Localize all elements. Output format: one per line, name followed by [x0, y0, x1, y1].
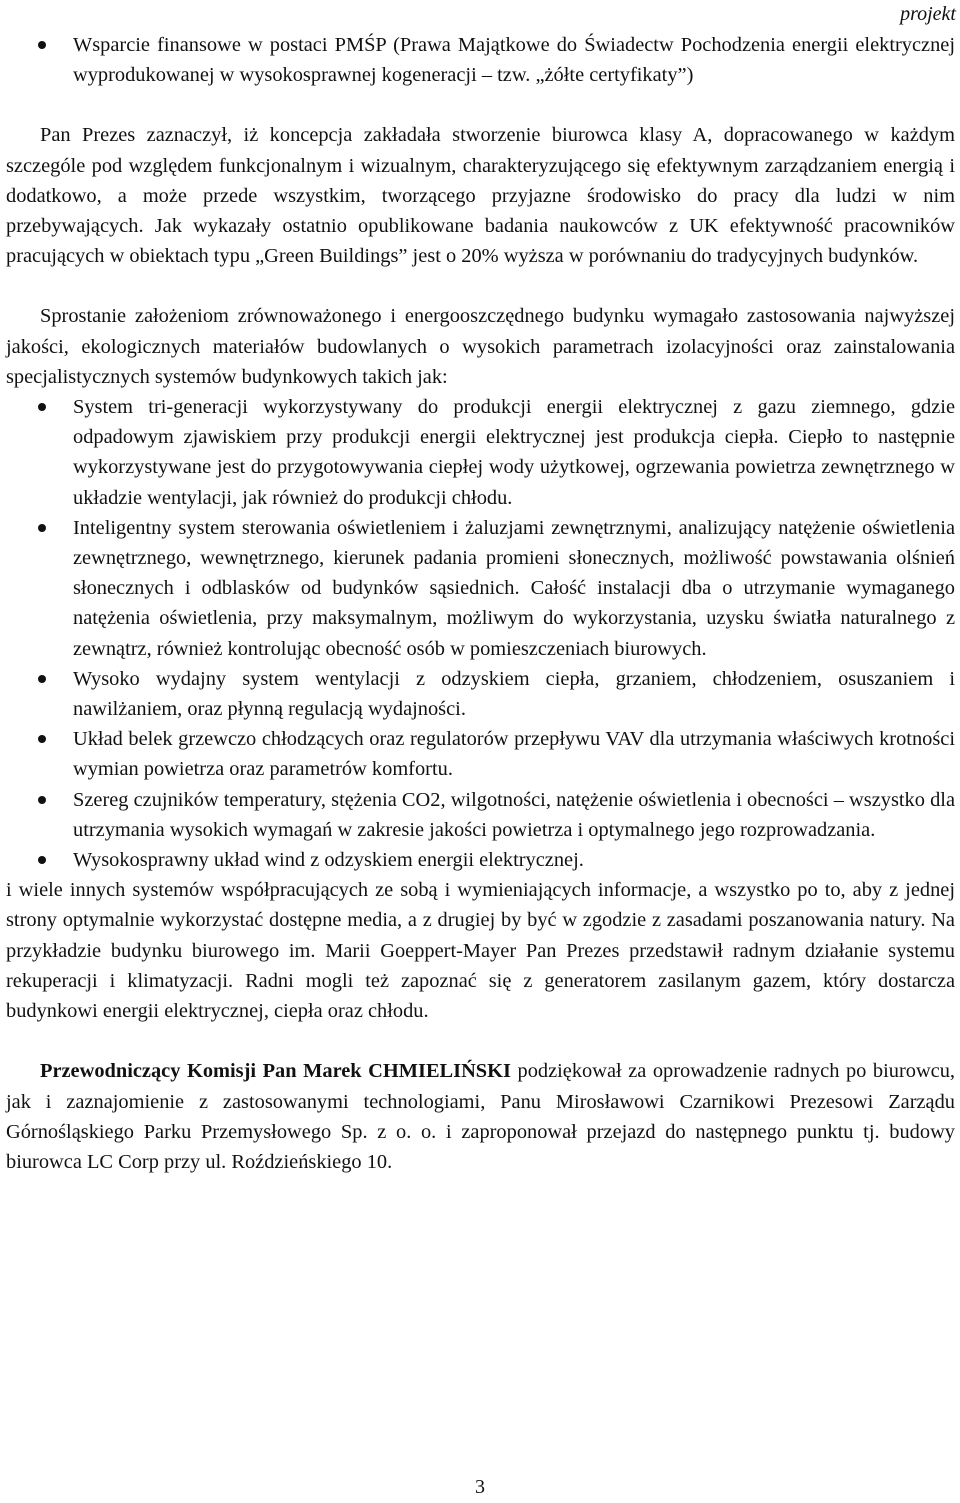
paragraph-other-systems: i wiele innych systemów współpracujących ze sobą i wymieniających informacje, a wszystko po to, aby z jednej strony optymalnie wykorzystać dostępne media, a z drugiej by być w zgodzie z zasadami poszanowania natury. Na przykładzie budynku biurowego im. Marii Goeppert-Mayer Pan Prezes przedstawił radnym działanie systemu rekuperacji i klimatyzacji. Radni mogli też zapoznać się z generatorem zasilanym gazem, który dostarcza budynkowi energii elektrycznej, ciepła oraz chłodu. — [6, 879, 955, 1023]
bullet-icon — [38, 856, 46, 864]
top-bullet-list — [6, 30, 955, 90]
chairman-text: podziękował za oprowadzenie radnych po biurowcu, jak i zaznajomienie z zastosowanymi technologiami, Panu Mirosławowi Czarnikowi Prezesowi Zarządu Górnośląskiego Parku Przemysłowego Sp. z o. o. i zaproponował przejazd do następnego punktu tj. budowy biurowca LC Corp przy ul. Roździeńskiego 10. — [6, 1060, 956, 1173]
list-item: Wsparcie finansowe w postaci PMŚP (Prawa Majątkowe do Świadectw Pochodzenia energii elektrycznej wyprodukowanej w wysokosprawnej kogeneracji – tzw. „żółte certyfikaty”) — [6, 30, 955, 90]
bullet-icon — [38, 524, 46, 532]
systems-bullet-list — [6, 392, 955, 875]
bullet-icon — [38, 41, 46, 49]
document-body — [6, 0, 955, 1177]
draft-label: projekt — [900, 3, 956, 25]
bullet-icon — [38, 403, 46, 411]
paragraph-intro: Pan Prezes zaznaczył, iż koncepcja zakładała stworzenie biurowca klasy A, dopracowanego w każdym szczególe pod względem funkcjonalnym i wizualnym, charakteryzującego się efektywnym zarządzaniem energią i dodatkowo, a może przede wszystkim, tworzącego przyjazne środowisko do pracy dla ludzi w nim przebywających. Jak wykazały ostatnio opublikowane badania naukowców z UK efektywność pracowników pracujących w obiektach typu „Green Buildings” jest o 20% wyższa w porównaniu do tradycyjnych budynków. — [6, 124, 955, 268]
bullet-icon — [38, 675, 46, 683]
paragraph-requirements: Sprostanie założeniom zrównoważonego i energooszczędnego budynku wymagało zastosowania najwyższej jakości, ekologicznych materiałów budowlanych o wysokich parametrach izolacyjności oraz zainstalowania specjalistycznych systemów budynkowych takich jak: — [6, 305, 955, 388]
list-item: Wysokosprawny układ wind z odzyskiem energii elektrycznej. — [6, 845, 955, 875]
paragraph-chairman — [6, 1056, 955, 1177]
page-number: 3 — [475, 1476, 485, 1498]
list-item: Układ belek grzewczo chłodzących oraz regulatorów przepływu VAV dla utrzymania właściwych krotności wymian powietrza oraz parametrów komfortu. — [6, 724, 955, 784]
list-item: Inteligentny system sterowania oświetleniem i żaluzjami zewnętrznymi, analizujący natężenie oświetlenia zewnętrznego, wewnętrznego, kierunek padania promieni słonecznych, możliwość powstawania olśnień słonecznych i odblasków od budynków sąsiednich. Całość instalacji dba o utrzymanie wymaganego natężenia oświetlenia, przy maksymalnym, możliwym do wykorzystania, uzysku światła naturalnego z zewnątrz, również kontrolując obecność osób w pomieszczeniach biurowych. — [6, 513, 955, 664]
bullet-icon — [38, 735, 46, 743]
list-item: Wysoko wydajny system wentylacji z odzyskiem ciepła, grzaniem, chłodzeniem, osuszaniem i nawilżaniem, oraz płynną regulacją wydajności. — [6, 664, 955, 724]
list-item: System tri-generacji wykorzystywany do produkcji energii elektrycznej z gazu ziemnego, gdzie odpadowym zjawiskiem przy produkcji energii elektrycznej jest produkcja ciepła. Ciepło to następnie wykorzystywane jest do przygotowywania ciepłej wody użytkowej, ogrzewania powietrza zewnętrznego w układzie wentylacji, jak również do produkcji chłodu. — [6, 392, 955, 513]
speaker-name: Przewodniczący Komisji Pan Marek CHMIELIŃSKI — [40, 1060, 511, 1083]
bullet-icon — [38, 796, 46, 804]
list-item: Szereg czujników temperatury, stężenia CO2, wilgotności, natężenie oświetlenia i obecności – wszystko dla utrzymania wysokich wymagań w zakresie jakości powietrza i optymalnego jego rozprowadzania. — [6, 785, 955, 845]
